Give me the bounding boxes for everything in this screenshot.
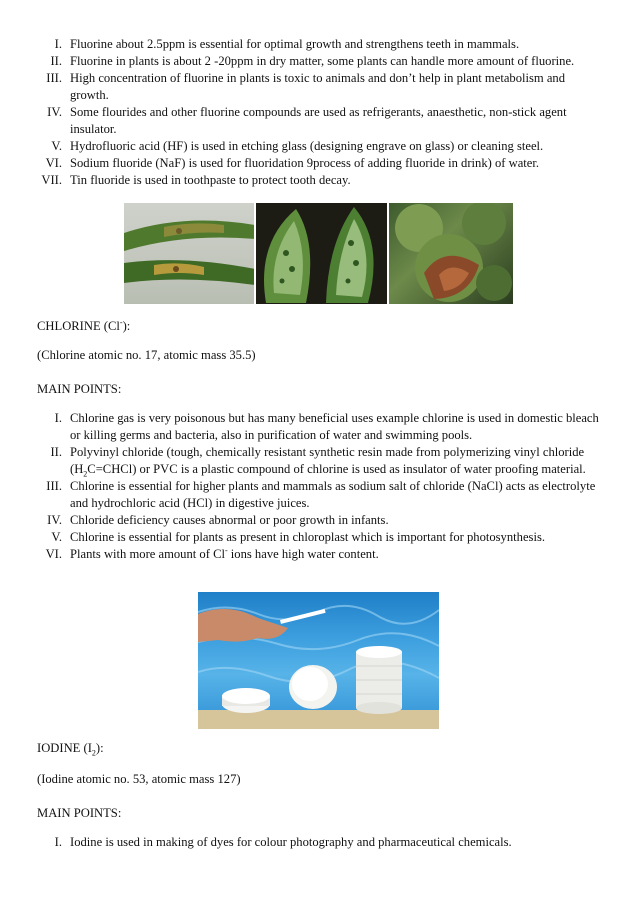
- item-text: Sodium fluoride (NaF) is used for fluoridation 9process of adding fluoride in drink) of water.: [70, 156, 540, 170]
- list-item: [36, 529, 606, 546]
- leaf-panel-variegated-leaves: [256, 203, 386, 304]
- item-number: VII.: [41, 173, 62, 187]
- list-item: [36, 36, 606, 53]
- item-number: IV.: [47, 105, 62, 119]
- item-text: Iodine is used in making of dyes for colour photography and pharmaceutical chemicals.: [70, 835, 512, 849]
- fluorine-damaged-leaves-image: [124, 203, 513, 304]
- item-text: Polyvinyl chloride (tough, chemically resistant synthetic resin made from polymerizing vinyl chloride $(H_2C=CHCl)$ or PVC is a plastic compound of chlorine is used as insulator of water proofing material.: [70, 445, 586, 479]
- fluorine-list: [36, 36, 606, 189]
- iodine-main-points-label: MAIN POINTS:: [37, 806, 122, 820]
- item-number: I.: [54, 37, 62, 51]
- iodine-list: [36, 834, 606, 851]
- list-item: [36, 512, 606, 529]
- iodine-heading: IODINE $(I_2)$:: [37, 741, 104, 758]
- list-item: [36, 70, 606, 104]
- item-text: Fluorine about 2.5ppm is essential for optimal growth and strengthens teeth in mammals.: [70, 37, 520, 51]
- item-text: Fluorine in plants is about 2 -20ppm in dry matter, some plants can handle more amount of fluorine.: [70, 54, 575, 68]
- item-number: I.: [54, 835, 62, 849]
- item-number: III.: [46, 71, 62, 85]
- list-item: [36, 104, 606, 138]
- chlorine-heading: CHLORINE (Cl-):: [37, 317, 131, 333]
- item-text: Plants with more amount of Cl- ions have high water content.: [70, 545, 379, 561]
- chlorine-subtitle: (Chlorine atomic no. 17, atomic mass 35.5): [37, 348, 256, 362]
- item-number: III.: [46, 479, 62, 493]
- list-item: [36, 444, 606, 478]
- item-text: Chlorine is essential for higher plants and mammals as sodium salt of chloride (NaCl) acts as electrolyte and hydrochloric acid (HCl) in digestive juices.: [70, 479, 596, 510]
- item-text: Hydrofluoric acid (HF) is used in etching glass (designing engrave on glass) or cleaning steel.: [70, 139, 544, 153]
- item-text: Some flourides and other fluorine compounds are used as refrigerants, anaesthetic, non-stick agent insulator.: [70, 105, 567, 136]
- list-item: [36, 478, 606, 512]
- list-item: [36, 138, 606, 155]
- item-number: I.: [54, 411, 62, 425]
- item-text: Chlorine gas is very poisonous but has many beneficial uses example chlorine is used in domestic bleach or killing germs and bacteria, also in purification of water and swimming pools.: [70, 411, 599, 442]
- leaf-panel-long-leaves: [124, 203, 254, 304]
- list-item: [36, 53, 606, 70]
- item-number: VI.: [45, 547, 62, 561]
- item-number: II.: [50, 54, 62, 68]
- item-text: Chlorine is essential for plants as present in chloroplast which is important for photosynthesis.: [70, 530, 545, 544]
- item-number: V.: [51, 139, 62, 153]
- list-item: [36, 834, 606, 851]
- chlorine-main-points-label: MAIN POINTS:: [37, 382, 122, 396]
- list-item: [36, 172, 606, 189]
- chlorine-tablets-pool-image: [198, 592, 439, 729]
- item-text: Tin fluoride is used in toothpaste to protect tooth decay.: [70, 173, 351, 187]
- item-number: VI.: [45, 156, 62, 170]
- list-item: [36, 546, 606, 563]
- item-number: V.: [51, 530, 62, 544]
- chlorine-list: [36, 410, 606, 563]
- item-text: High concentration of fluorine in plants is toxic to animals and don’t help in plant metabolism and growth.: [70, 71, 566, 102]
- item-number: IV.: [47, 513, 62, 527]
- iodine-subtitle: (Iodine atomic no. 53, atomic mass 127): [37, 772, 241, 786]
- item-number: II.: [50, 445, 62, 459]
- leaf-panel-scorched-leaves: [389, 203, 513, 304]
- item-text: Chloride deficiency causes abnormal or poor growth in infants.: [70, 513, 389, 527]
- list-item: [36, 410, 606, 444]
- list-item: [36, 155, 606, 172]
